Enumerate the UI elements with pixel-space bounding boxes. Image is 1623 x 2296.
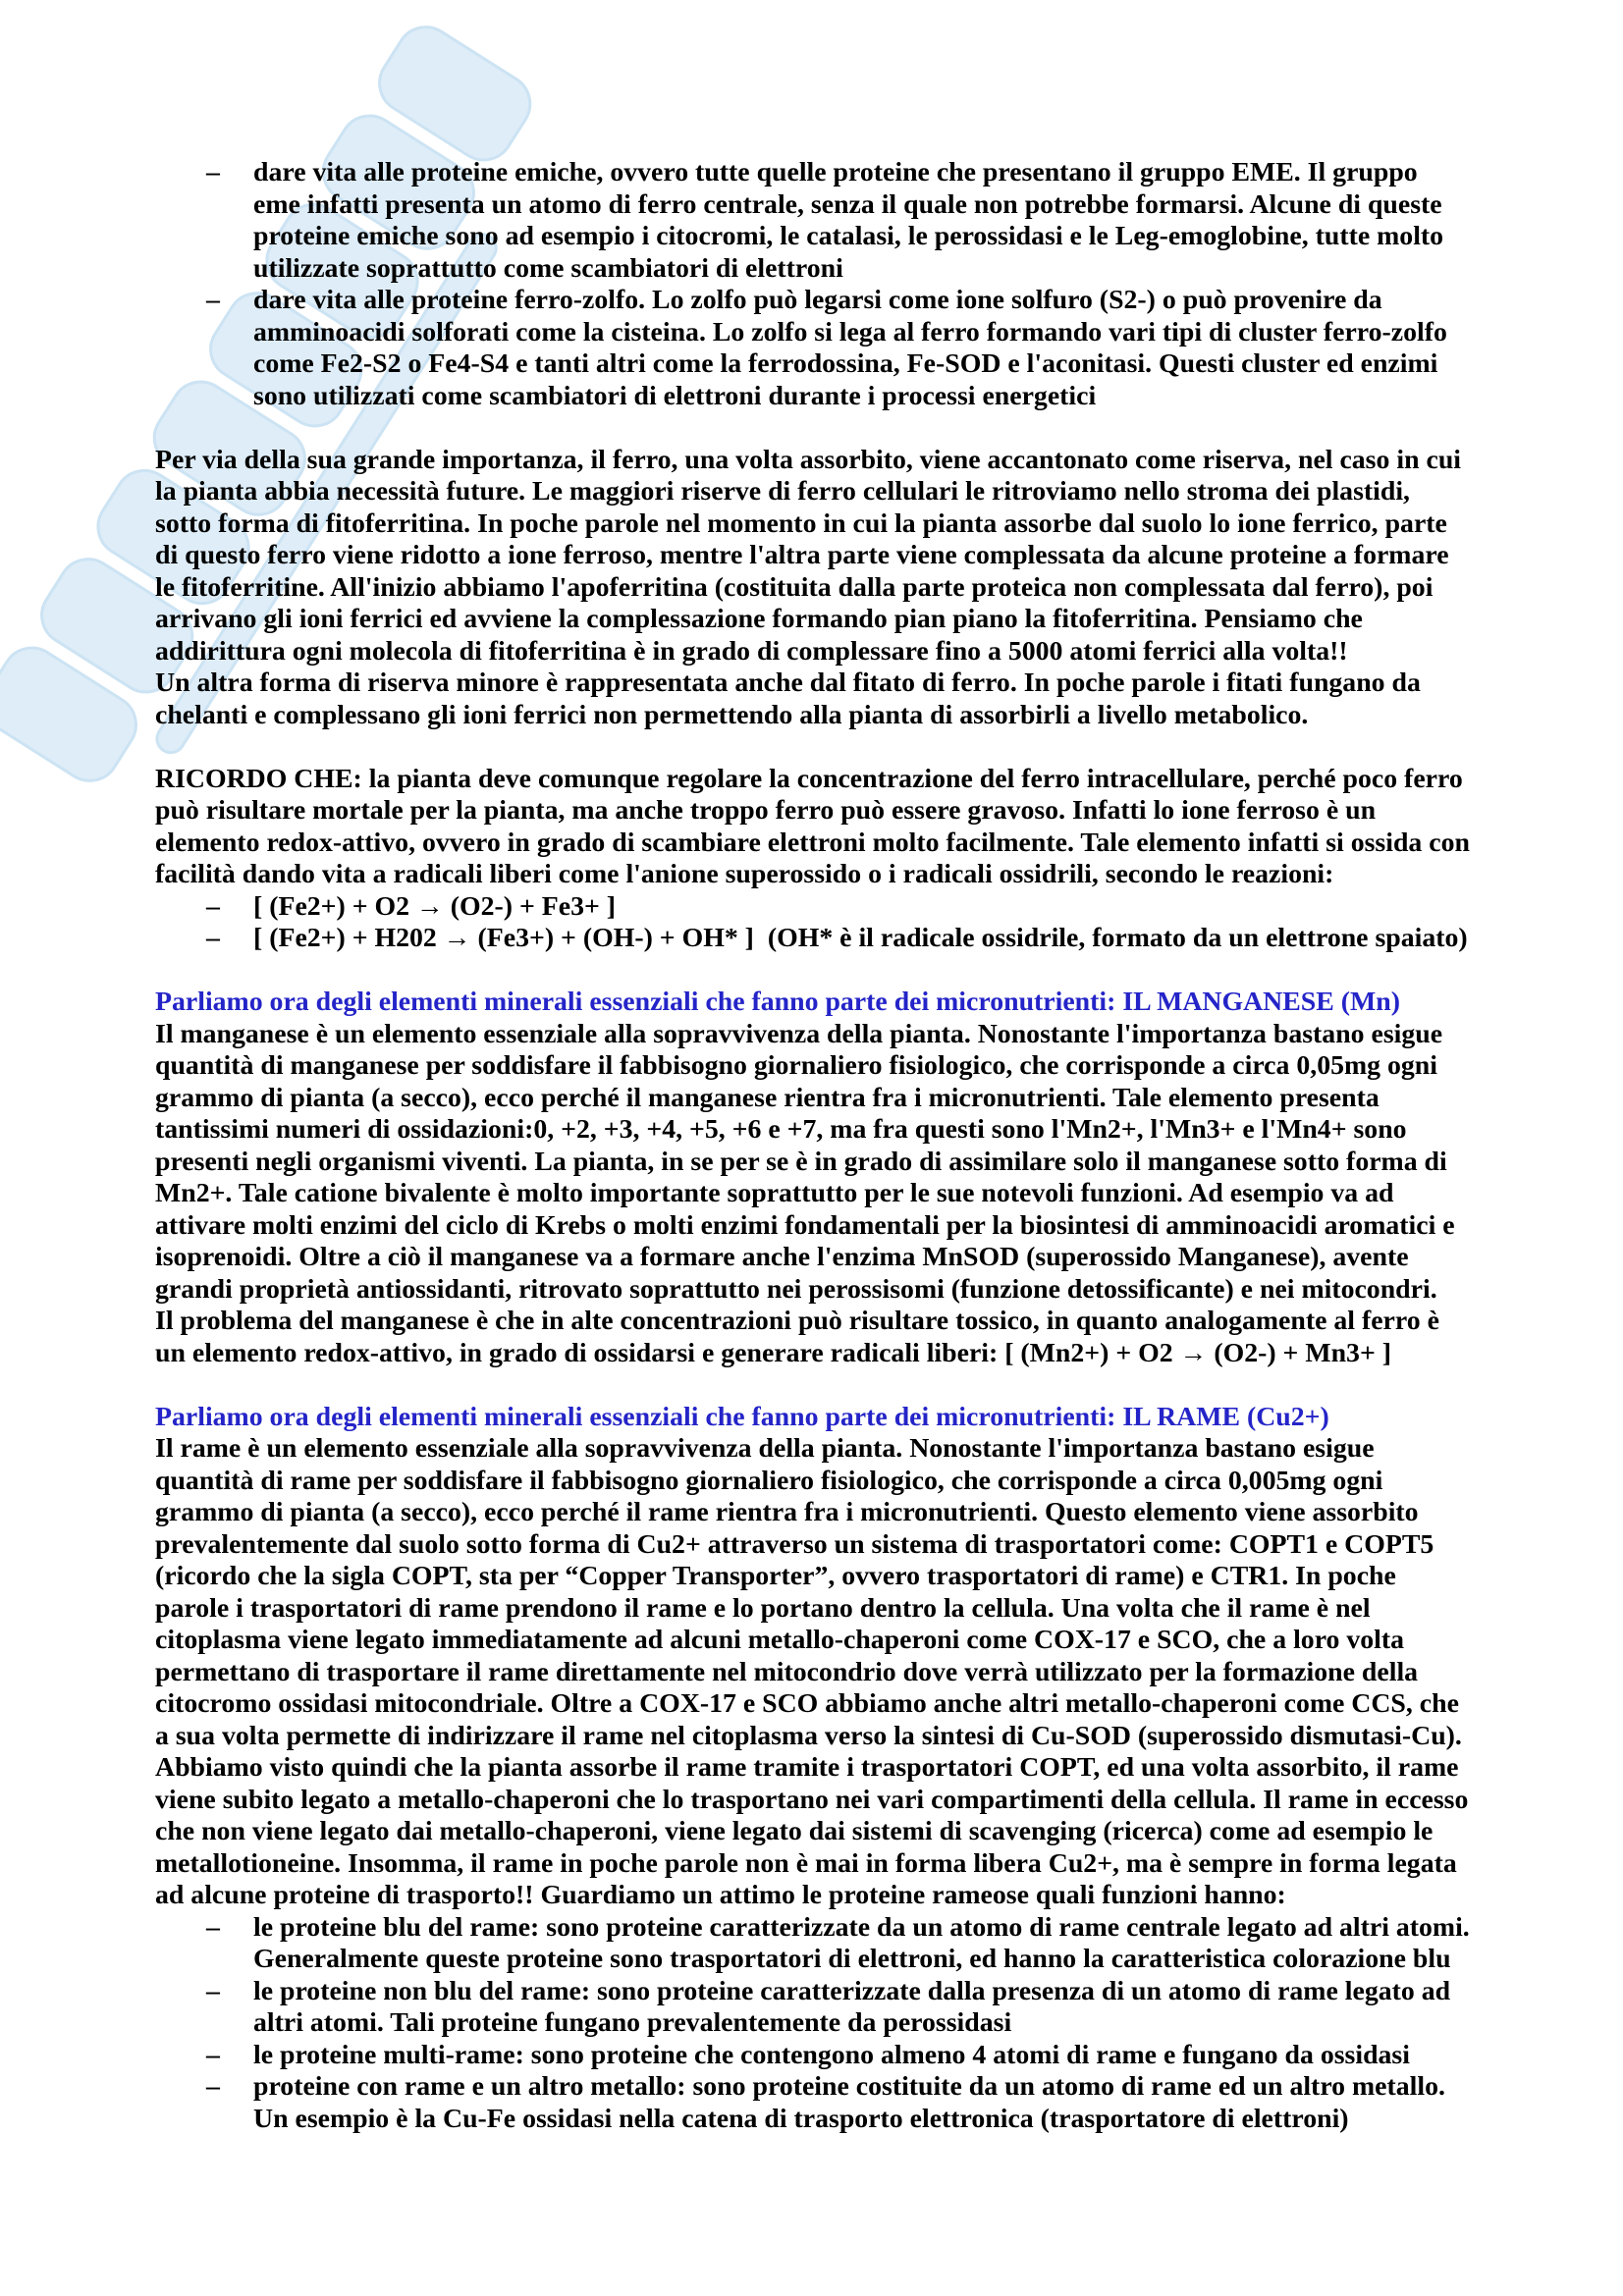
text-line: sotto forma di fitoferritina. In poche parole nel momento in cui la pianta assorbe dal suolo lo ione ferrico, parte bbox=[155, 507, 1447, 539]
text-line: eme infatti presenta un atomo di ferro centrale, senza il quale non potrebbe formarsi. Alcune di queste bbox=[253, 188, 1442, 220]
list-item bbox=[155, 2071, 1549, 2135]
list-item bbox=[155, 1976, 1549, 2040]
section-heading: Parliamo ora degli elementi minerali essenziali che fanno parte dei micronutrienti: IL RAME (Cu2+) bbox=[155, 1401, 1329, 1432]
bullet-dash: – bbox=[206, 157, 220, 187]
text-line: prevalentemente dal suolo sotto forma di Cu2+ attraverso un sistema di trasportatori come: COPT1 e COPT5 bbox=[155, 1528, 1434, 1560]
text-line: elemento redox-attivo, ovvero in grado di scambiare elettroni molto facilmente. Tale elemento infatti si ossida con bbox=[155, 827, 1470, 858]
text-line: addirittura ogni molecola di fitoferritina è in grado di complessare fino a 5000 atomi ferrici alla volta!! bbox=[155, 635, 1348, 667]
paragraph-iron-storage bbox=[155, 445, 1549, 732]
bullet-dash: – bbox=[206, 285, 220, 315]
bullet-dash: – bbox=[206, 1975, 220, 2006]
text-line: attivare molti enzimi del ciclo di Krebs o molti enzimi fondamentali per la biosintesi di amminoacidi aromatici e bbox=[155, 1209, 1455, 1241]
text-line: dare vita alle proteine emiche, ovvero tutte quelle proteine che presentano il gruppo EME. Il gruppo bbox=[253, 157, 1418, 187]
bullet-dash: – bbox=[206, 890, 220, 922]
text-line: amminoacidi solforati come la cisteina. Lo zolfo si lega al ferro formando vari tipi di cluster ferro-zolfo bbox=[253, 316, 1447, 347]
text-line: Un altra forma di riserva minore è rappresentata anche dal fitato di ferro. In poche parole i fitati fungano da bbox=[155, 667, 1421, 698]
text-line: come Fe2-S2 o Fe4-S4 e tanti altri come la ferrodossina, Fe-SOD e l'aconitasi. Questi cluster ed enzimi bbox=[253, 348, 1438, 379]
text-line: grandi proprietà antiossidanti, ritrovato soprattutto nei perossisomi (funzione detossificante) e nei mitocondri. bbox=[155, 1273, 1437, 1305]
text-line: grammo di pianta (a secco), ecco perché il manganese rientra fra i micronutrienti. Tale elemento presenta bbox=[155, 1082, 1380, 1113]
text-line: grammo di pianta (a secco), ecco perché il rame rientra fra i micronutrienti. Questo elemento viene assorbito bbox=[155, 1497, 1419, 1527]
text-line: Un esempio è la Cu-Fe ossidasi nella catena di trasporto elettronica (trasportatore di elettroni) bbox=[253, 2103, 1349, 2134]
text-line: di questo ferro viene ridotto a ione ferroso, mentre l'altra parte viene complessata da alcune proteine a formare bbox=[155, 540, 1449, 570]
bullet-dash: – bbox=[206, 1911, 220, 1943]
text-line: Abbiamo visto quindi che la pianta assorbe il rame tramite i trasportatori COPT, ed una volta assorbito, il rame bbox=[155, 1752, 1459, 1783]
reaction-item bbox=[155, 923, 1549, 955]
text-line: facilità dando vita a radicali liberi come l'anione superossido o i radicali ossidrili, secondo le reazioni: bbox=[155, 859, 1334, 889]
iron-functions-list bbox=[155, 157, 1549, 412]
text-line: altri atomi. Tali proteine fungano prevalentemente da perossidasi bbox=[253, 2007, 1012, 2038]
text-line: metallotioneine. Insomma, il rame in poche parole non è mai in forma libera Cu2+, ma è sempre in forma legata bbox=[155, 1847, 1457, 1879]
text-line: la pianta abbia necessità future. Le maggiori riserve di ferro cellulari le ritroviamo nello stroma dei plastidi, bbox=[155, 476, 1411, 507]
text-line: isoprenoidi. Oltre a ciò il manganese va a formare anche l'enzima MnSOD (superossido Manganese), avente bbox=[155, 1242, 1409, 1272]
list-item bbox=[155, 285, 1549, 412]
text-line: quantità di manganese per soddisfare il fabbisogno giornaliero fisiologico, che corrisponde a circa 0,05mg ogni bbox=[155, 1050, 1437, 1081]
text-line: le proteine non blu del rame: sono proteine caratterizzate dalla presenza di un atomo di rame legato ad bbox=[253, 1975, 1451, 2006]
text-line: chelanti e complessano gli ioni ferrici non permettendo alla pianta di assorbirli a livello metabolico. bbox=[155, 699, 1309, 730]
text-line: le proteine multi-rame: sono proteine che contengono almeno 4 atomi di rame e fungano da ossidasi bbox=[253, 2039, 1410, 2070]
reaction-equation: [ (Fe2+) + O2 → (O2-) + Fe3+ ] bbox=[253, 890, 617, 922]
text-line: presenti negli organismi viventi. La pianta, in se per se è in grado di assimilare solo il manganese sotto forma di bbox=[155, 1146, 1447, 1177]
text-line: permettano di trasportare il rame direttamente nel mitocondrio dove verrà utilizzato per la formazione della bbox=[155, 1656, 1419, 1687]
text-line: le fitoferritine. All'inizio abbiamo l'apoferritina (costituita dalla parte proteica non complessata dal ferro), poi bbox=[155, 571, 1434, 603]
text-line: Per via della sua grande importanza, il ferro, una volta assorbito, viene accantonato come riserva, nel caso in cui bbox=[155, 444, 1462, 475]
text-line: dare vita alle proteine ferro-zolfo. Lo zolfo può legarsi come ione solfuro (S2-) o può provenire da bbox=[253, 285, 1382, 315]
text-line: Il manganese è un elemento essenziale alla sopravvivenza della pianta. Nonostante l'importanza bastano esigue bbox=[155, 1018, 1443, 1049]
text-line: RICORDO CHE: la pianta deve comunque regolare la concentrazione del ferro intracellulare, perché poco ferro bbox=[155, 763, 1463, 794]
section-copper bbox=[155, 1402, 1549, 2136]
bullet-dash: – bbox=[206, 923, 220, 953]
section-heading: Parliamo ora degli elementi minerali essenziali che fanno parte dei micronutrienti: IL MANGANESE (Mn) bbox=[155, 987, 1400, 1017]
text-line: tantissimi numeri di ossidazioni:0, +2, +3, +4, +5, +6 e +7, ma fra questi sono l'Mn2+, l'Mn3+ e l'Mn4+ sono bbox=[155, 1114, 1407, 1145]
bullet-dash: – bbox=[206, 2039, 220, 2070]
paragraph-iron-regulation bbox=[155, 764, 1549, 955]
text-line: quantità di rame per soddisfare il fabbisogno giornaliero fisiologico, che corrisponde a circa 0,005mg ogni bbox=[155, 1465, 1383, 1496]
text-line: arrivano gli ioni ferrici ed avviene la complessazione formando pian piano la fitoferritina. Pensiamo che bbox=[155, 604, 1363, 634]
text-line: citocromo ossidasi mitocondriale. Oltre a COX-17 e SCO abbiamo anche altri metallo-chaperoni come CCS, che bbox=[155, 1688, 1459, 1719]
text-line: citoplasma viene legato immediatamente ad alcuni metallo-chaperoni come COX-17 e SCO, che a loro volta bbox=[155, 1625, 1405, 1655]
page-content bbox=[155, 157, 1549, 2135]
text-line: un elemento redox-attivo, in grado di ossidarsi e generare radicali liberi: [ (Mn2+) + O2 → (O2-) + Mn3+ ] bbox=[155, 1337, 1391, 1368]
text-line: proteine con rame e un altro metallo: sono proteine costituite da un atomo di rame ed un altro metallo. bbox=[253, 2071, 1445, 2102]
bullet-dash: – bbox=[206, 2071, 220, 2102]
text-line: ad alcune proteine di trasporto!! Guardiamo un attimo le proteine rameose quali funzioni hanno: bbox=[155, 1880, 1286, 1910]
text-line: Il problema del manganese è che in alte concentrazioni può risultare tossico, in quanto analogamente al ferro è bbox=[155, 1306, 1439, 1336]
text-line: (ricordo che la sigla COPT, sta per “Copper Transporter”, ovvero trasportatori di rame) e CTR1. In poche bbox=[155, 1561, 1396, 1591]
text-line: Generalmente queste proteine sono trasportatori di elettroni, ed hanno la caratteristica colorazione blu bbox=[253, 1944, 1451, 1974]
text-line: sono utilizzati come scambiatori di elettroni durante i processi energetici bbox=[253, 380, 1097, 411]
text-line: viene subito legato a metallo-chaperoni che lo trasportano nei vari compartimenti della cellula. Il rame in eccesso bbox=[155, 1784, 1469, 1815]
text-line: che non viene legato dai metallo-chaperoni, viene legato dai sistemi di scavenging (ricerca) come ad esempio le bbox=[155, 1816, 1434, 1846]
text-line: a sua volta permette di indirizzare il rame nel citoplasma verso la sintesi di Cu-SOD (superossido dismutasi-Cu). bbox=[155, 1720, 1462, 1751]
list-item bbox=[155, 1912, 1549, 1976]
text-line: parole i trasportatori di rame prendono il rame e lo portano dentro la cellula. Una volta che il rame è nel bbox=[155, 1592, 1371, 1624]
reaction-item bbox=[155, 891, 1549, 924]
list-item bbox=[155, 2040, 1549, 2072]
reactions-list bbox=[155, 891, 1549, 955]
list-item bbox=[155, 157, 1549, 285]
text-line: le proteine blu del rame: sono proteine caratterizzate da un atomo di rame centrale legato ad altri atomi. bbox=[253, 1911, 1470, 1943]
copper-proteins-list bbox=[155, 1912, 1549, 2136]
text-line: può risultare mortale per la pianta, ma anche troppo ferro può essere gravoso. Infatti lo ione ferroso è un bbox=[155, 795, 1377, 826]
text-line: Mn2+. Tale catione bivalente è molto importante soprattutto per le sue notevoli funzioni. Ad esempio va ad bbox=[155, 1178, 1394, 1208]
text-line: proteine emiche sono ad esempio i citocromi, le catalasi, le perossidasi e le Leg-emoglobine, tutte molto bbox=[253, 221, 1444, 251]
section-manganese bbox=[155, 987, 1549, 1369]
reaction-equation: [ (Fe2+) + H202 → (Fe3+) + (OH-) + OH* ] (OH* è il radicale ossidrile, formato da un elettrone spaiato) bbox=[253, 923, 1468, 953]
text-line: utilizzate soprattutto come scambiatori di elettroni bbox=[253, 252, 843, 284]
text-line: Il rame è un elemento essenziale alla sopravvivenza della pianta. Nonostante l'importanza bastano esigue bbox=[155, 1433, 1375, 1464]
